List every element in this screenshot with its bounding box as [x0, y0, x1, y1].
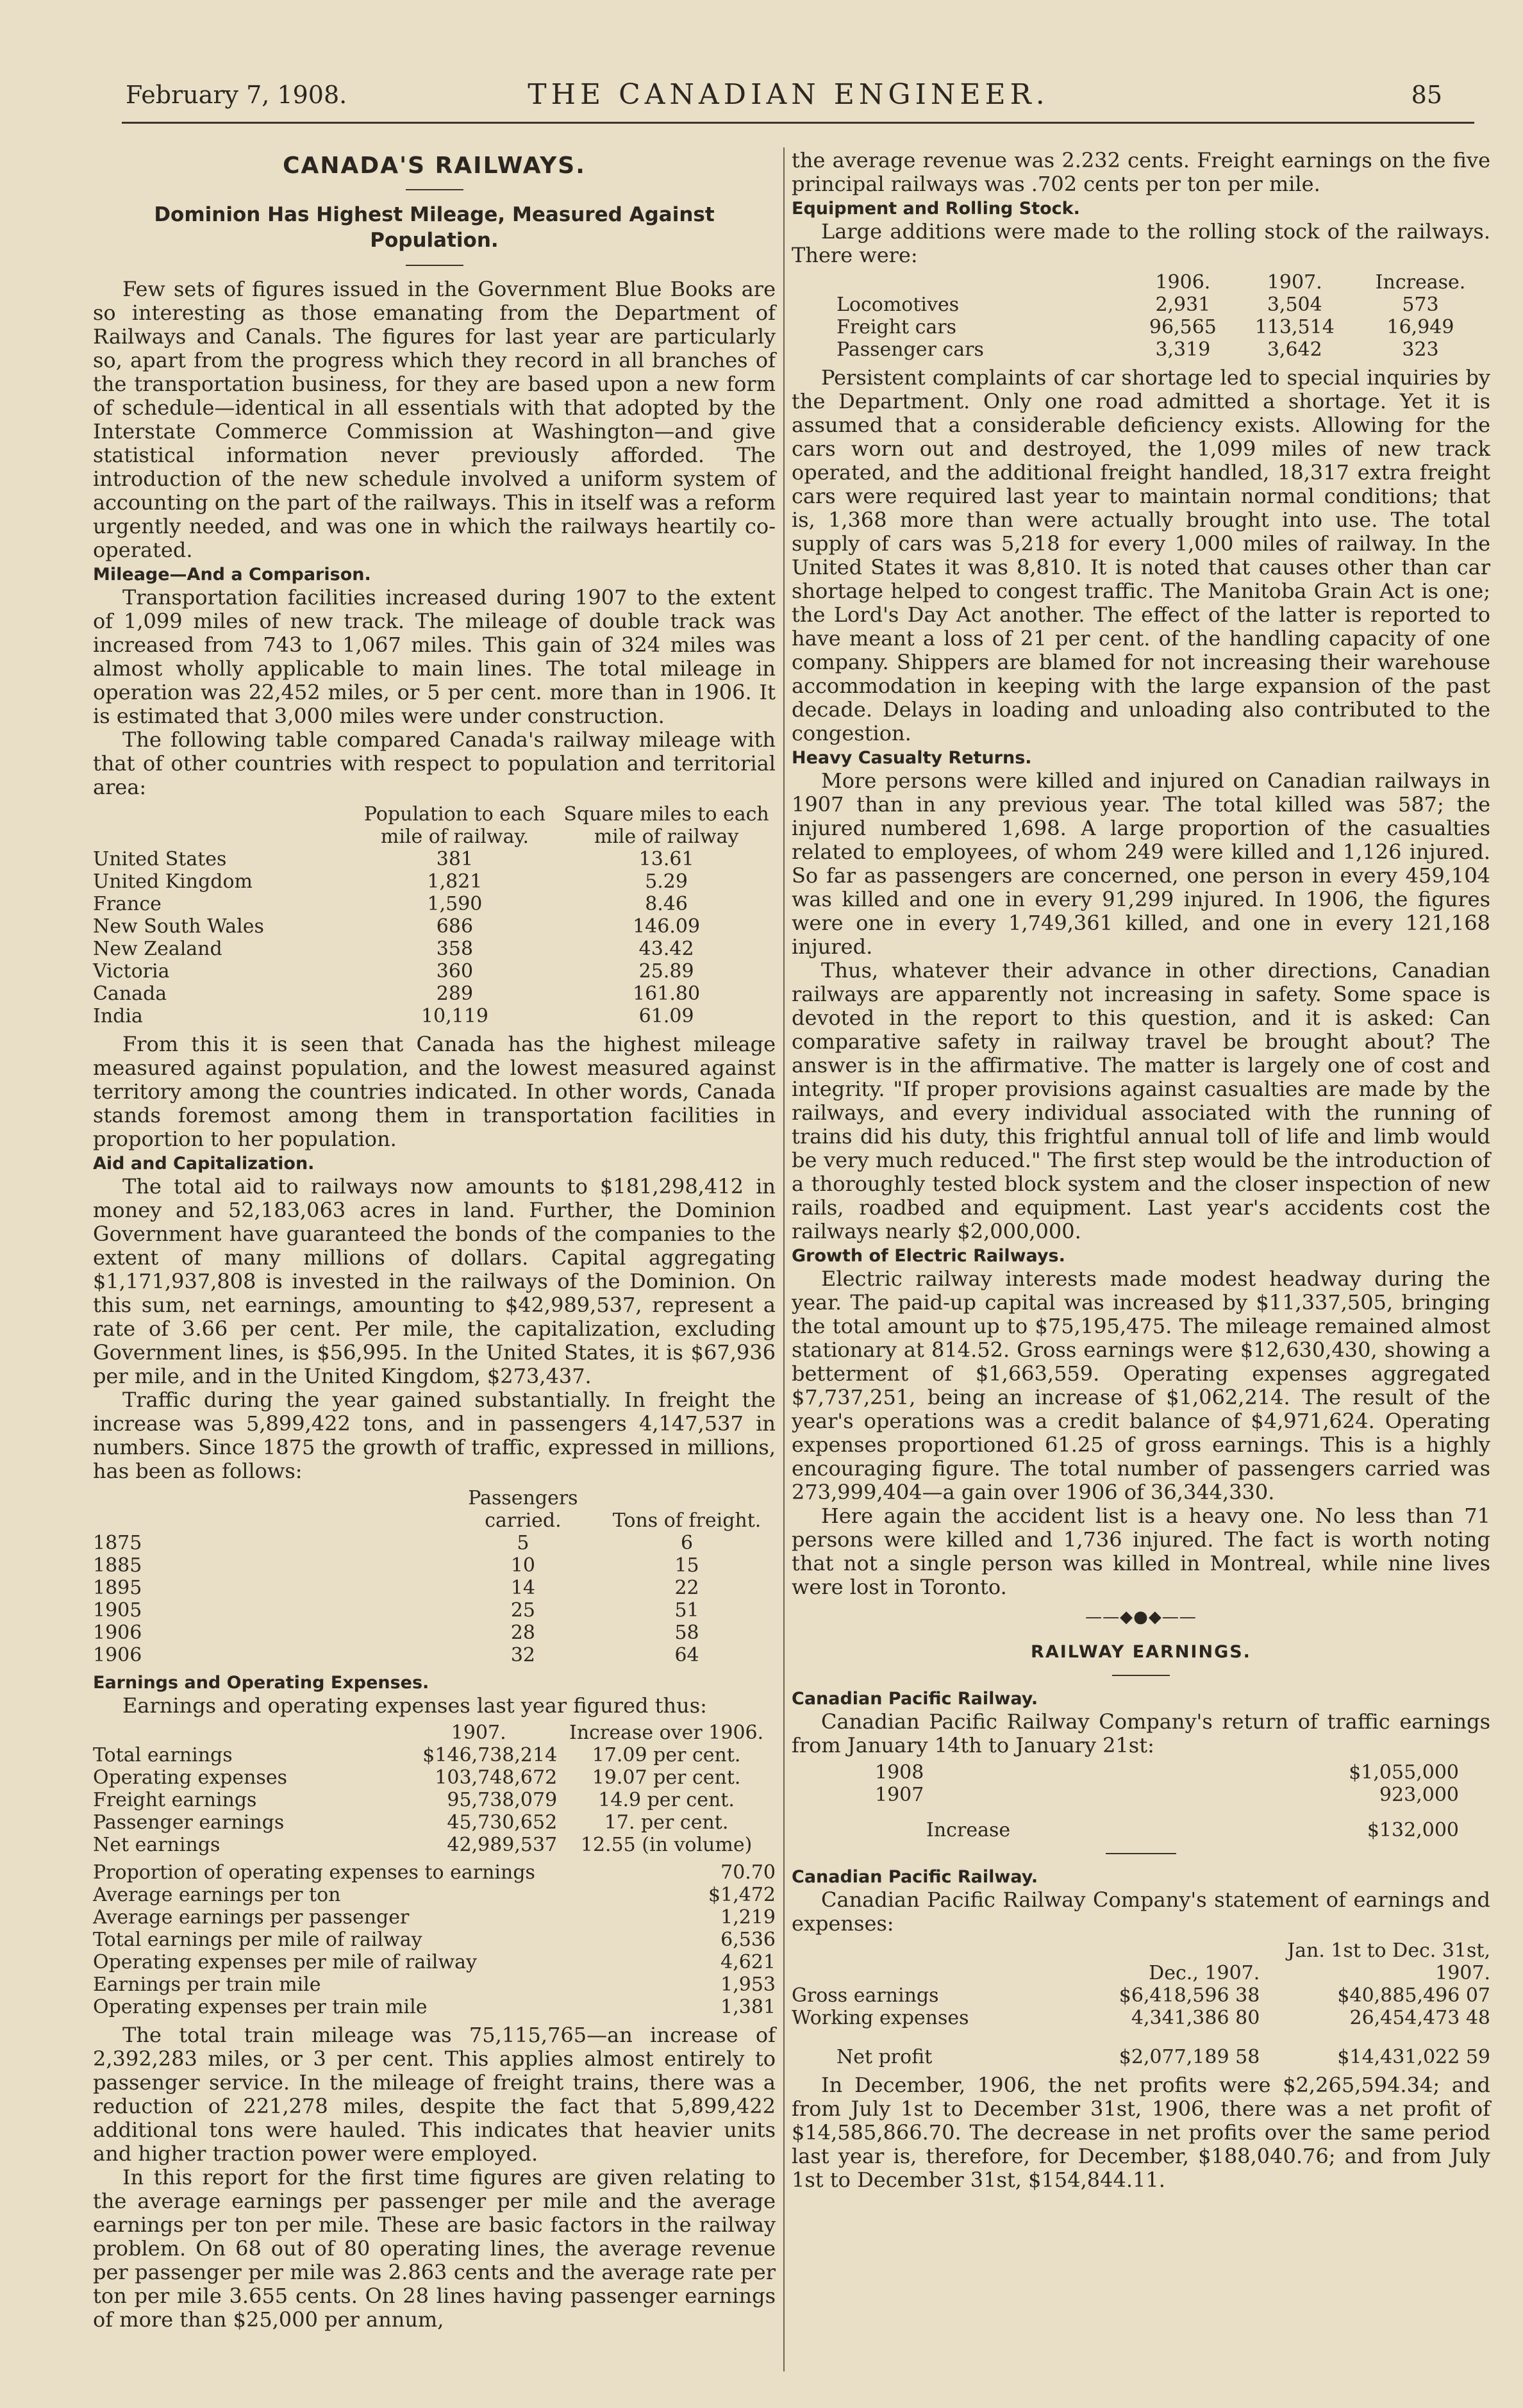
population-value: 381: [436, 848, 474, 870]
electric-paragraph-1: Electric railway interests made modest headway during the year. The paid-up capital was increased by $11,337,505, bringing the total amount up to $75,195,475. The mileage remained almost stationary at 814.52. Gross earnings were $12,630,430, showing a betterment of $1,663,559. Operating expenses aggregated $7,737,251, being an increase of $1,062,214. The result of the year's operations was a credit balance of $4,971,624. Operating expenses proportioned 61.25 of gross earnings. This is a highly encouraging figure. The total number of passengers carried was 273,999,404—a gain over 1906 of 36,344,330.: [792, 1266, 1490, 1504]
col-header-population: Population to each mile of railway.: [363, 803, 545, 848]
table-row: [93, 1929, 776, 1951]
table-row: [792, 1984, 1490, 2007]
stock-label: Freight cars: [836, 316, 957, 338]
table-row: [93, 1005, 776, 1027]
population-value: 1,590: [427, 893, 483, 915]
earnings-label: Total earnings: [93, 1744, 233, 1766]
stock-increase: 323: [1402, 338, 1439, 361]
table-row: [93, 983, 776, 1005]
table-row: [93, 1884, 776, 1906]
tons-value: 6: [681, 1532, 694, 1554]
earnings-value: $146,738,214: [422, 1744, 558, 1766]
net-profit-year: $14,431,022 59: [1337, 2046, 1490, 2068]
table-row: [93, 938, 776, 960]
tons-value: 58: [674, 1622, 699, 1644]
cpr-heading-1: Canadian Pacific Railway.: [792, 1689, 1038, 1709]
year-value: 1895: [93, 1577, 142, 1599]
article-subtitle: Dominion Has Highest Mileage, Measured Against Population.: [154, 203, 715, 252]
ornament-divider: ——◆●◆——: [1085, 1607, 1197, 1627]
railway-earnings-title: RAILWAY EARNINGS.: [1031, 1642, 1251, 1662]
mileage-paragraph-3: From this it is seen that Canada has the highest mileage measured against population, and the lowest measured against territory among the countries indicated. In other words, Canada stands foremost among them in transportation facilities in proportion to her population.: [93, 1032, 776, 1151]
stat-value: 4,621: [720, 1951, 776, 1973]
stock-label: Passenger cars: [836, 338, 984, 361]
stock-increase: 573: [1402, 294, 1439, 316]
earnings-value: 103,748,672: [435, 1766, 558, 1789]
mileage-paragraph-1: Transportation facilities increased during 1907 to the extent of 1,099 miles of new track. The mileage of double track was increased from 743 to 1,067 miles. This gain of 324 miles was almost wholly applicable to main lines. The total mileage in operation was 22,452 miles, or 5 per cent. more than in 1906. It is estimated that 3,000 miles were under construction.: [93, 585, 776, 728]
table-row: [93, 1744, 776, 1766]
table-row: [93, 848, 776, 870]
equipment-paragraph-2: Persistent complaints of car shortage led to special inquiries by the Department. Only one road admitted a shortage. Yet it is assumed that a considerable deficiency exists. Allowing for the cars worn out and destroyed, the 1,099 miles of new track operated, and the additional freight handled, 18,317 extra freight cars were required last year to maintain normal conditions; that is, 1,368 more than were actually brought into use. The total supply of cars was 5,218 for every 1,000 miles of railway. In the United States it was 8,810. It is noted that causes other than car shortage helped to congest traffic. The Manitoba Grain Act is one; the Lord's Day Act another. The effect of the latter is reported to have meant a loss of 21 per cent. of the handling capacity of one company. Shippers are blamed for not increasing their warehouse accommodation in keeping with the large expansion of the past decade. Delays in loading and unloading also contributed to the congestion.: [792, 365, 1490, 745]
tons-value: 64: [674, 1644, 699, 1666]
aid-paragraph-1: The total aid to railways now amounts to $181,298,412 in money and 52,183,063 acres in land. Further, the Dominion Government have guaranteed the bonds of the companies to the extent of many millions of dollars. Capital aggregating $1,171,937,808 is invested in the railways of the Dominion. On this sum, net earnings, amounting to $42,989,537, represent a rate of 3.66 per cent. Per mile, the capitalization, excluding Government lines, is $56,995. In the United States, it is $67,936 per mile, and in the United Kingdom, $273,437.: [93, 1174, 776, 1388]
stat-value: 1,953: [720, 1973, 776, 1996]
table-row: [93, 1834, 776, 1856]
cpr-closing-paragraph: In December, 1906, the net profits were $2,265,594.34; and from July 1st to December 31st, 1906, there was a net profit of $14,585,866.70. The decrease in net profits over the same period last year is, therefore, for December, $188,040.76; and from July 1st to December 31st, $154,844.11.: [792, 2073, 1490, 2192]
cpr-separator-rule: [1106, 1853, 1176, 1854]
statement-year: 26,454,473 48: [1349, 2007, 1490, 2029]
table-row: [93, 1766, 776, 1789]
col-header-1906: 1906.: [1155, 271, 1211, 294]
mileage-paragraph-2: The following table compared Canada's railway mileage with that of other countries with respect to population and territorial area:: [93, 727, 776, 799]
statement-dec: $6,418,596 38: [1119, 1984, 1260, 2007]
country-name: United States: [93, 848, 227, 870]
col-header-1907-stock: 1907.: [1267, 271, 1322, 294]
table-row: [93, 1554, 776, 1577]
cpr-text-1: Canadian Pacific Railway Company's return of traffic earnings from January 14th to January 21st:: [792, 1709, 1490, 1757]
stat-label: Proportion of operating expenses to earnings: [93, 1861, 535, 1884]
square-miles-value: 161.80: [633, 983, 701, 1005]
section-heading-equipment: Equipment and Rolling Stock.: [792, 199, 1080, 219]
earnings-value: 45,730,652: [447, 1811, 558, 1834]
left-column: [93, 149, 776, 2332]
mileage-comparison-table: [93, 803, 776, 1027]
rolling-stock-table: [792, 271, 1490, 361]
square-miles-value: 13.61: [638, 848, 694, 870]
stat-value: 6,536: [720, 1929, 776, 1951]
net-profit-row: [792, 2046, 1490, 2068]
section-heading-electric: Growth of Electric Railways.: [792, 1246, 1065, 1266]
square-miles-value: 61.09: [638, 1005, 694, 1027]
cpr-increase-label: Increase: [926, 1819, 1011, 1841]
stock-label: Locomotives: [836, 294, 960, 316]
stock-1906: 96,565: [1149, 316, 1217, 338]
stock-increase: 16,949: [1386, 316, 1454, 338]
casualty-paragraph-1: More persons were killed and injured on Canadian railways in 1907 than in any previous year. The total killed was 587; the injured numbered 1,698. A large proportion of the casualties related to employees, of whom 249 were killed and 1,126 injured. So far as passengers are concerned, one person in every 459,104 was killed and one in every 91,299 injured. In 1906, the figures were one in every 1,749,361 killed, and one in every 121,168 injured.: [792, 768, 1490, 959]
year-value: 1885: [93, 1554, 142, 1577]
passengers-value: 10: [510, 1554, 536, 1577]
cpr-heading-2: Canadian Pacific Railway.: [792, 1867, 1038, 1887]
cpr-traffic-table: [830, 1761, 1459, 1841]
square-miles-value: 25.89: [638, 960, 694, 983]
country-name: Victoria: [93, 960, 170, 983]
population-value: 686: [436, 915, 474, 938]
country-name: Canada: [93, 983, 167, 1005]
population-value: 289: [436, 983, 474, 1005]
col-header-square-miles: Square miles to each mile of railway: [563, 803, 769, 848]
earnings-increase: 17.09 per cent.: [592, 1744, 741, 1766]
year-value: 1875: [93, 1532, 142, 1554]
earnings-table: [93, 1722, 776, 1856]
section-heading-casualty: Heavy Casualty Returns.: [792, 748, 1032, 768]
publication-title: THE CANADIAN ENGINEER.: [528, 78, 1049, 111]
statement-dec: 4,341,386 80: [1131, 2007, 1260, 2029]
net-profit-label: Net profit: [836, 2046, 933, 2068]
table-row: [93, 1577, 776, 1599]
electric-paragraph-2: Here again the accident list is a heavy one. No less than 71 persons were killed and 1,736 injured. The fact is worth noting that not a single person was killed in Montreal, while nine lives were lost in Toronto.: [792, 1504, 1490, 1599]
net-profit-dec: $2,077,189 58: [1119, 2046, 1260, 2068]
aid-paragraph-2: Traffic during the year gained substantially. In freight the increase was 5,899,422 tons, and in passengers 4,147,537 in numbers. Since 1875 the growth of traffic, expressed in millions, has been as follows:: [93, 1388, 776, 1483]
square-miles-value: 146.09: [633, 915, 701, 938]
stat-label: Earnings per train mile: [93, 1973, 321, 1996]
table-row: [93, 1996, 776, 2018]
cpr-year: 1908: [875, 1761, 924, 1784]
subtitle-rule: [406, 265, 463, 266]
table-row: [93, 1906, 776, 1929]
population-value: 10,119: [420, 1005, 488, 1027]
stat-value: 70.70: [720, 1861, 776, 1884]
passengers-value: 14: [510, 1577, 536, 1599]
tons-value: 22: [674, 1577, 699, 1599]
earnings-paragraph-2: The total train mileage was 75,115,765—an increase of 2,392,283 miles, or 3 per cent. This applies almost entirely to passenger service. In the mileage of freight trains, there was a reduction of 221,278 miles, despite the fact that 5,899,422 additional tons were hauled. This indicates that heavier units and higher traction power were employed.: [93, 2023, 776, 2166]
year-value: 1905: [93, 1599, 142, 1622]
stock-1906: 2,931: [1155, 294, 1211, 316]
earnings-stats-table: [93, 1861, 776, 2018]
table-row: [792, 338, 1490, 361]
earnings-paragraph-4: the average revenue was 2.232 cents. Freight earnings on the five principal railways was .702 cents per ton per mile.: [792, 148, 1490, 196]
table-row: [93, 870, 776, 893]
earnings-increase: 12.55 (in volume): [580, 1834, 753, 1856]
statement-label: Working expenses: [792, 2007, 969, 2029]
earnings-increase: 19.07 per cent.: [592, 1766, 741, 1789]
statement-label: Gross earnings: [792, 1984, 939, 2007]
column-divider: [783, 147, 785, 2371]
year-value: 1906: [93, 1622, 142, 1644]
tons-value: 51: [674, 1599, 699, 1622]
passengers-value: 28: [510, 1622, 536, 1644]
earnings-label: Passenger earnings: [93, 1811, 285, 1834]
issue-date: February 7, 1908.: [126, 81, 347, 109]
table-row: [792, 294, 1490, 316]
earnings-value: 42,989,537: [447, 1834, 558, 1856]
stat-label: Total earnings per mile of railway: [93, 1929, 422, 1951]
page-header: [122, 77, 1455, 118]
country-name: India: [93, 1005, 143, 1027]
stat-label: Average earnings per ton: [93, 1884, 341, 1906]
page-number: 85: [1411, 81, 1442, 109]
cpr-statement-table: [792, 1939, 1490, 2068]
stock-1906: 3,319: [1155, 338, 1211, 361]
earnings-title-rule: [1112, 1675, 1170, 1676]
square-miles-value: 8.46: [645, 893, 688, 915]
stat-label: Average earnings per passenger: [93, 1906, 410, 1929]
col-header-increase-stock: Increase.: [1375, 271, 1466, 294]
square-miles-value: 43.42: [638, 938, 694, 960]
stat-value: $1,472: [708, 1884, 776, 1906]
country-name: New South Wales: [93, 915, 264, 938]
cpr-amount: $1,055,000: [1349, 1761, 1459, 1784]
passengers-value: 32: [510, 1644, 536, 1666]
table-row: [93, 1622, 776, 1644]
table-row: [93, 1951, 776, 1973]
table-row: [93, 1599, 776, 1622]
section-heading-aid: Aid and Capitalization.: [93, 1154, 315, 1174]
col-header-increase: Increase over 1906.: [569, 1722, 764, 1744]
traffic-growth-table: [93, 1487, 776, 1666]
population-value: 360: [436, 960, 474, 983]
tons-value: 15: [674, 1554, 699, 1577]
col-header-tons: Tons of freight.: [612, 1509, 762, 1532]
article-title: CANADA'S RAILWAYS.: [283, 153, 586, 179]
table-row: [93, 960, 776, 983]
col-header-jan-dec-1907: Jan. 1st to Dec. 31st, 1907.: [1287, 1939, 1490, 1984]
table-row: [830, 1784, 1459, 1806]
square-miles-value: 5.29: [645, 870, 688, 893]
earnings-label: Net earnings: [93, 1834, 221, 1856]
stock-1907: 3,642: [1267, 338, 1322, 361]
statement-year: $40,885,496 07: [1337, 1984, 1490, 2007]
col-header-dec-1907: Dec., 1907.: [1149, 1962, 1260, 1984]
table-row: [792, 316, 1490, 338]
cpr-increase-value: $132,000: [1367, 1819, 1459, 1841]
earnings-increase: 17. per cent.: [604, 1811, 729, 1834]
earnings-paragraph-1: Earnings and operating expenses last year figured thus:: [122, 1693, 707, 1718]
intro-paragraph: Few sets of figures issued in the Government Blue Books are so interesting as those emanating from the Department of Railways and Canals. The figures for last year are particularly so, apart from the progress which they record in all branches of the transportation business, for they are based upon a new form of schedule—identical in all essentials with that adopted by the Interstate Commerce Commission at Washington—and give statistical information never previously afforded. The introduction of the new schedule involved a uniform system of accounting on the part of the railways. This in itself was a reform urgently needed, and was one in which the railways heartily co-operated.: [93, 277, 776, 562]
cpr-year: 1907: [875, 1784, 924, 1806]
casualty-paragraph-2: Thus, whatever their advance in other directions, Canadian railways are apparently not increasing in safety. Some space is devoted in the report to this question, and it is asked: Can comparative safety in railway travel be brought about? The answer is in the affirmative. The matter is largely one of cost and integrity. "If proper provisions against casualties are made by the railways, and every individual associated with the running of trains did his duty, this frightful annual toll of life and limb would be very much reduced." The first step would be the introduction of a thoroughly tested block system and the closer inspection of new rails, roadbed and equipment. Last year's accidents cost the railways nearly $2,000,000.: [792, 958, 1490, 1243]
stat-label: Operating expenses per train mile: [93, 1996, 428, 2018]
earnings-paragraph-3: In this report for the first time figures are given relating to the average earnings per passenger per mile and the average earnings per ton per mile. These are basic factors in the railway problem. On 68 out of 80 operating lines, the average revenue per passenger per mile was 2.863 cents and the average rate per ton per mile 3.655 cents. On 28 lines having passenger earnings of more than $25,000 per annum,: [93, 2165, 776, 2332]
equipment-paragraph-1: Large additions were made to the rolling stock of the railways. There were:: [792, 219, 1490, 267]
table-row: [93, 1811, 776, 1834]
population-value: 1,821: [427, 870, 483, 893]
title-rule: [406, 189, 463, 190]
country-name: United Kingdom: [93, 870, 253, 893]
table-row: [830, 1761, 1459, 1784]
table-row: [93, 893, 776, 915]
section-heading-earnings: Earnings and Operating Expenses.: [93, 1673, 429, 1693]
table-row: [93, 1532, 776, 1554]
table-row: [93, 1644, 776, 1666]
stock-1907: 113,514: [1254, 316, 1335, 338]
table-row: [93, 1789, 776, 1811]
earnings-value: 95,738,079: [447, 1789, 558, 1811]
passengers-value: 25: [510, 1599, 536, 1622]
header-rule: [122, 122, 1474, 124]
stat-value: 1,381: [720, 1996, 776, 2018]
table-row: [792, 2007, 1490, 2029]
earnings-label: Freight earnings: [93, 1789, 257, 1811]
table-row: [93, 1861, 776, 1884]
stat-label: Operating expenses per mile of railway: [93, 1951, 477, 1973]
country-name: New Zealand: [93, 938, 222, 960]
cpr-text-2: Canadian Pacific Railway Company's statement of earnings and expenses:: [792, 1888, 1490, 1936]
stat-value: 1,219: [720, 1906, 776, 1929]
table-row: [93, 1973, 776, 1996]
section-heading-mileage: Mileage—And a Comparison.: [93, 565, 371, 585]
right-column: [792, 149, 1490, 2192]
cpr-amount: 923,000: [1379, 1784, 1459, 1806]
earnings-increase: 14.9 per cent.: [598, 1789, 735, 1811]
col-header-passengers: Passengers carried.: [468, 1487, 578, 1532]
year-value: 1906: [93, 1644, 142, 1666]
passengers-value: 5: [517, 1532, 529, 1554]
col-header-1907: 1907.: [451, 1722, 506, 1744]
stock-1907: 3,504: [1267, 294, 1322, 316]
earnings-label: Operating expenses: [93, 1766, 287, 1789]
population-value: 358: [436, 938, 474, 960]
country-name: France: [93, 893, 162, 915]
table-row: [93, 915, 776, 938]
cpr-increase-row: [830, 1819, 1459, 1841]
